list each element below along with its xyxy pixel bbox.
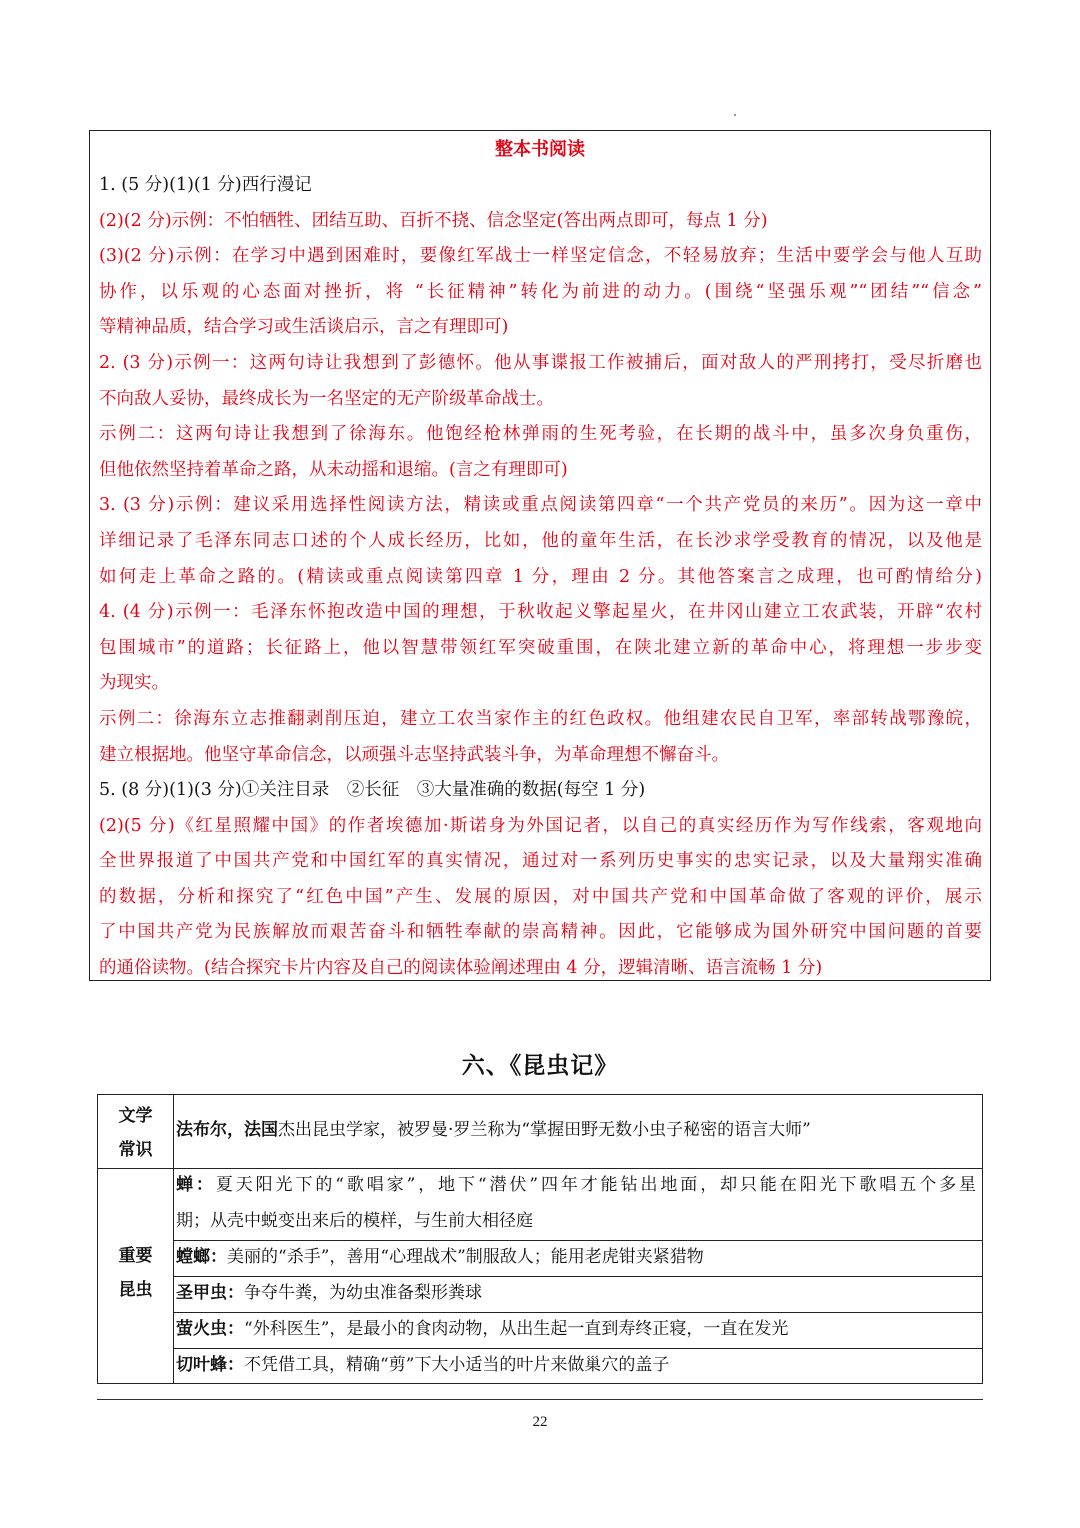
answer-line: 3. (3 分)示例：建议采用选择性阅读方法，精读或重点阅读第四章“一个共产党员的来历”。因为这一章中 — [99, 495, 982, 516]
answer-line: 详细记录了毛泽东同志口述的个人成长经历，比如，他的童年生活，在长沙求学受教育的情况，以及他是 — [99, 530, 982, 551]
answer-line: 建立根据地。他坚守革命信念，以顽强斗志坚持武装斗争，为革命理想不懈奋斗。 — [99, 744, 729, 765]
insect-name: 圣甲虫： — [176, 1283, 244, 1303]
answer-line: 的数据，分析和探究了“红色中国”产生、发展的原因，对中国共产党和中国革命做了客观的评价，展示 — [99, 886, 982, 907]
literary-text: 杰出昆虫学家，被罗曼·罗兰称为“掌握田野无数小虫子秘密的语言大师” — [278, 1120, 811, 1140]
answer-line: 的通俗读物。(结合探究卡片内容及自己的阅读体验阐述理由 4 分，逻辑清晰、语言流畅 1 分) — [99, 958, 823, 979]
category-label-literary: 文学 常识 — [118, 1106, 153, 1160]
answer-lines — [99, 168, 982, 987]
answer-line: 但他依然坚持着革命之路，从未动摇和退缩。(言之有理即可) — [99, 459, 568, 480]
insect-desc: 美丽的“杀手”，善用“心理战术”制服敌人；能用老虎钳夹紧猎物 — [227, 1247, 704, 1267]
answer-line: 了中国共产党为民族解放而艰苦奋斗和牺牲奉献的崇高精神。因此，它能够成为国外研究中国问题的首要 — [99, 922, 982, 943]
answer-line: (3)(2 分)示例：在学习中遇到困难时，要像红军战士一样坚定信念，不轻易放弃；生活中要学会与他人互助 — [99, 246, 982, 267]
answer-line: 5. (8 分)(1)(3 分)①关注目录 ②长征 ③大量准确的数据(每空 1 分) — [99, 780, 646, 801]
answer-line: 协作，以乐观的心态面对挫折，将 “长征精神”转化为前进的动力。(围绕“坚强乐观”“团结”“信念” — [99, 281, 982, 302]
answer-line: 2. (3 分)示例一：这两句诗让我想到了彭德怀。他从事谍报工作被捕后，面对敌人的严刑拷打，受尽折磨也 — [99, 352, 982, 373]
answer-line: (2)(2 分)示例：不怕牺牲、团结互助、百折不挠、信念坚定(答出两点即可，每点 1 分) — [99, 210, 768, 231]
author-lead: 法布尔，法国 — [176, 1120, 278, 1140]
answer-line: 等精神品质，结合学习或生活谈启示，言之有理即可) — [99, 317, 509, 338]
answer-line: 全世界报道了中国共产党和中国红军的真实情况，通过对一系列历史事实的忠实记录，以及大量翔实准确 — [99, 851, 982, 872]
answer-line: 示例二：徐海东立志推翻剥削压迫，建立工农当家作主的红色政权。他组建农民自卫军，率部转战鄂豫皖， — [99, 708, 982, 729]
answer-line: 为现实。 — [99, 673, 169, 694]
insect-item-firefly — [176, 1312, 976, 1348]
footer-divider — [97, 1399, 983, 1400]
insect-desc: 夏天阳光下的“歌唱家”，地下“潜伏”四年才能钻出地面，却只能在阳光下歌唱五个多星 — [215, 1175, 977, 1195]
insect-item-scarab — [176, 1276, 976, 1312]
answer-line: 不向敌人妥协，最终成长为一名坚定的无产阶级革命战士。 — [99, 388, 554, 409]
insect-name: 蝉： — [176, 1175, 216, 1195]
answer-line: 包围城市”的道路；长征路上，他以智慧带领红军突破重围，在陕北建立新的革命中心，将理想一步步变 — [99, 637, 982, 658]
answer-line: (2)(5 分)《红星照耀中国》的作者埃德加·斯诺身为外国记者，以自己的真实经历作为写作线索，客观地向 — [99, 815, 982, 836]
insect-item-mantis — [176, 1240, 976, 1276]
answer-line: 1. (5 分)(1)(1 分)西行漫记 — [99, 175, 312, 195]
category-label-insects: 重要 昆虫 — [118, 1246, 153, 1300]
page-number: 22 — [532, 1414, 548, 1430]
answer-box — [89, 130, 991, 981]
scan-speck — [734, 114, 736, 116]
insect-item-cicada — [176, 1168, 976, 1239]
answer-line: 4. (4 分)示例一：毛泽东怀抱改造中国的理想，于秋收起义擎起星火，在井冈山建立工农武装，开辟“农村 — [99, 602, 982, 623]
insect-name: 螳螂： — [176, 1247, 227, 1267]
insect-desc: 争夺牛粪，为幼虫准备梨形粪球 — [244, 1283, 482, 1303]
literary-knowledge-cell — [176, 1113, 976, 1149]
column-divider — [173, 1095, 174, 1383]
answer-line: 如何走上革命之路的。(精读或重点阅读第四章 1 分，理由 2 分。其他答案言之成理，也可酌情给分) — [99, 566, 982, 587]
section-title: 六、《昆虫记》 — [461, 1053, 619, 1079]
insect-desc-cont: 期；从壳中蜕变出来后的模样，与生前大相径庭 — [176, 1210, 533, 1231]
insect-desc: “外科医生”，是最小的食肉动物，从出生起一直到寿终正寝，一直在发光 — [244, 1319, 789, 1339]
answer-box-title: 整本书阅读 — [495, 139, 585, 160]
insect-item-leafcutter-bee — [176, 1348, 976, 1384]
insect-desc: 不凭借工具，精确“剪”下大小适当的叶片来做巢穴的盖子 — [244, 1355, 670, 1375]
answer-line: 示例二：这两句诗让我想到了徐海东。他饱经枪林弹雨的生死考验，在长期的战斗中，虽多次身负重伤， — [99, 424, 982, 445]
insect-name: 萤火虫： — [176, 1319, 244, 1339]
insect-name: 切叶蜂： — [176, 1355, 244, 1375]
insect-info-table — [97, 1094, 983, 1384]
